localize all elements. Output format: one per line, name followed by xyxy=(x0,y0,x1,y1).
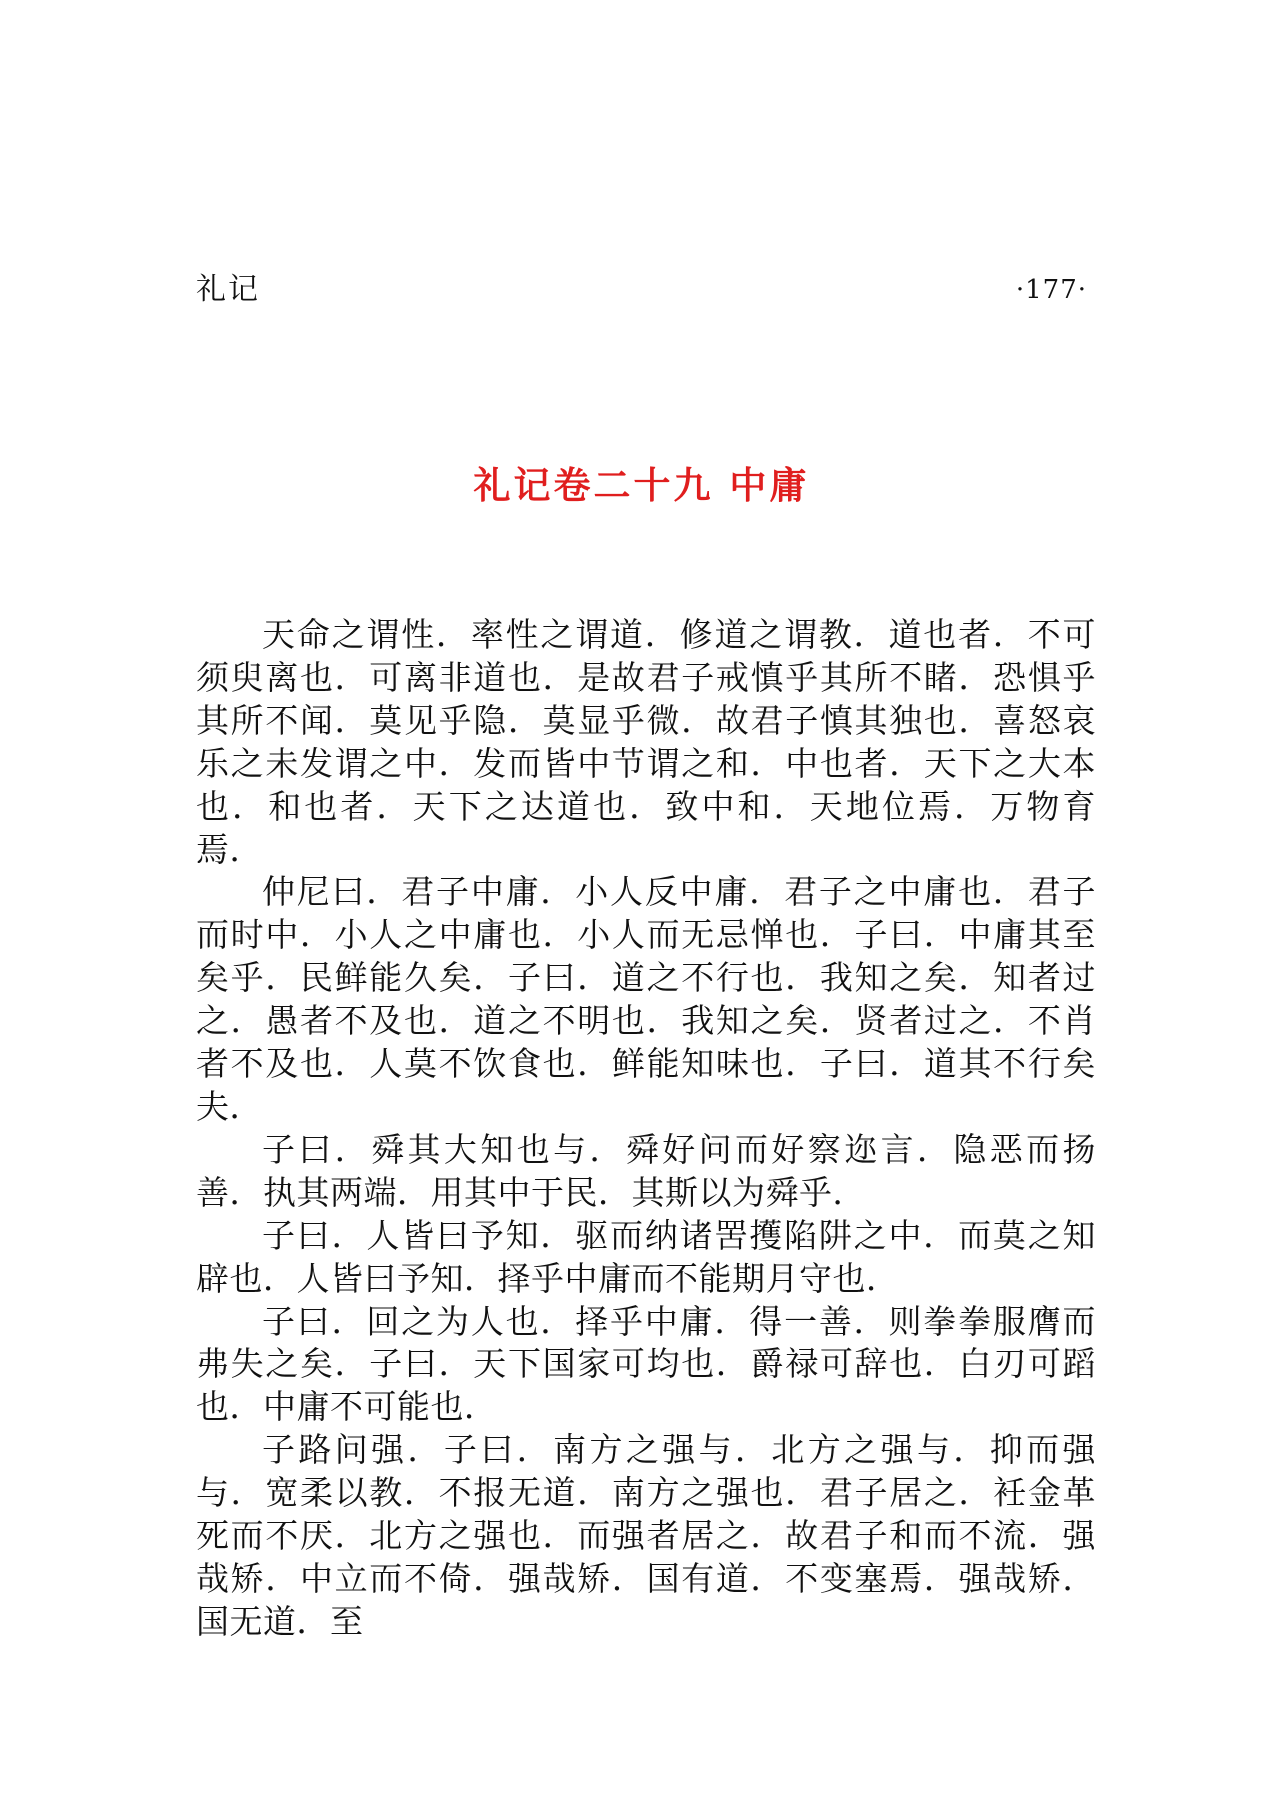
body-text xyxy=(196,614,1096,1644)
chapter-title: 礼记卷二十九 中庸 xyxy=(473,464,810,507)
paragraph: 子曰．舜其大知也与．舜好问而好察迩言．隐恶而扬善．执其两端．用其中于民．其斯以为舜乎． xyxy=(196,1129,1096,1212)
paragraph: 子路问强．子曰．南方之强与．北方之强与．抑而强与．宽柔以教．不报无道．南方之强也．君子居之．衽金革死而不厌．北方之强也．而强者居之．故君子和而不流．强哉矫．中立而不倚．强哉矫．国有道．不变塞焉．强哉矫．国无道．至 xyxy=(196,1430,1096,1641)
paragraph: 仲尼曰．君子中庸．小人反中庸．君子之中庸也．君子而时中．小人之中庸也．小人而无忌惮也．子曰．中庸其至矣乎．民鲜能久矣．子曰．道之不行也．我知之矣．知者过之．愚者不及也．道之不明也．我知之矣．贤者过之．不肖者不及也．人莫不饮食也．鲜能知味也．子曰．道其不行矣夫． xyxy=(196,872,1096,1126)
page-number: ·177· xyxy=(1015,275,1087,305)
running-header xyxy=(196,268,1087,312)
paragraph: 子曰．人皆曰予知．驱而纳诸罟擭陷阱之中．而莫之知辟也．人皆曰予知．择乎中庸而不能期月守也． xyxy=(196,1215,1096,1298)
paragraph: 子曰．回之为人也．择乎中庸．得一善．则拳拳服膺而弗失之矣．子曰．天下国家可均也．爵禄可辞也．白刃可蹈也．中庸不可能也． xyxy=(196,1301,1096,1427)
book-title: 礼记 xyxy=(196,272,260,307)
paragraph: 天命之谓性．率性之谓道．修道之谓教．道也者．不可须臾离也．可离非道也．是故君子戒慎乎其所不睹．恐惧乎其所不闻．莫见乎隐．莫显乎微．故君子慎其独也．喜怒哀乐之未发谓之中．发而皆中节谓之和．中也者．天下之大本也．和也者．天下之达道也．致中和．天地位焉．万物育焉． xyxy=(196,615,1096,869)
